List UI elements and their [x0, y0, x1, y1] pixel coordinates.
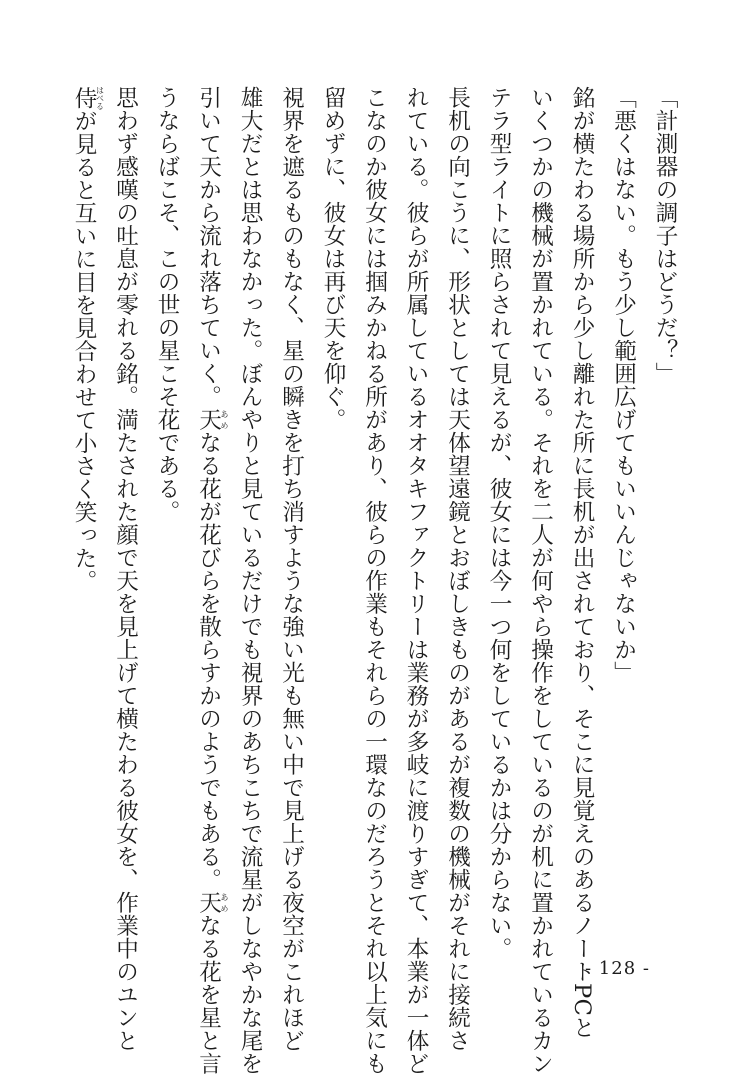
text-line: 長机の向こうに、形状としては天体望遠鏡とおぼしきものがあるが複数の機械がそれに接続さ [444, 86, 471, 1052]
text-line: 「計測器の調子はどうだ？」 [652, 86, 678, 385]
page-number: - 128 - [585, 958, 650, 979]
ruby-base: 侍 [71, 86, 97, 110]
vertical-body-text [63, 86, 686, 1075]
ruby-annotation [195, 408, 229, 431]
ruby-annotation [195, 891, 229, 914]
ruby-base: 天 [195, 408, 222, 431]
ruby-reading: はべる [95, 86, 105, 110]
text-segment: が見ると互いに目を見合わせて小さく笑った。 [71, 109, 97, 593]
text-line-with-ruby [63, 86, 105, 986]
ruby-reading: あめ [220, 891, 229, 914]
ruby-reading: あめ [220, 408, 229, 431]
text-line: こなのか彼女には掴みかねる所があり、彼らの作業もそれらの一環なのだろうとそれ以上気にも [361, 86, 388, 1075]
text-line: 思わず感嘆の吐息が零れる銘。満たされた顔で天を見上げて横たわる彼女を、作業中のユンと [112, 86, 139, 1052]
text-line-with-ruby [187, 86, 229, 1075]
ruby-annotation [71, 86, 105, 110]
text-line: テラ型ライトに照らされて見えるが、彼女には今一つ何をしているかは分からない。 [486, 86, 512, 960]
text-segment: なる花が花びらを散らすかのようでもある。 [195, 431, 222, 891]
text-line: うならばこそ、この世の星こそ花である。 [154, 86, 180, 523]
text-line: 銘が横たわる場所から少し離れた所に長机が出されており、そこに見覚えのあるノートPCと [569, 86, 595, 1040]
text-line: 雄大だとは思わなかった。ぼんやりと見ているだけでも視界のあちこちで流星がしなやかな尾を [237, 86, 263, 1075]
ruby-base: 天 [195, 891, 222, 914]
text-line: 視界を遮るものもなく、星の瞬きを打ち消すような強い光も無い中で見上げる夜空がこれほど [278, 86, 305, 1052]
text-segment: なる花を星と言 [195, 914, 222, 1075]
text-line: いくつかの機械が置かれている。それを二人が何やら操作をしているのが机に置かれているカン [527, 86, 554, 1075]
text-line: 留めずに、彼女は再び天を仰ぐ。 [320, 86, 346, 431]
text-line: れている。彼らが所属しているオオタキファクトリーは業務が多岐に渡りすぎて、本業が一体ど [403, 86, 429, 1075]
text-segment: 引いて天から流れ落ちていく。 [195, 86, 222, 408]
text-line: 「悪くはない。もう少し範囲広げてもいいんじゃないか」 [610, 86, 637, 684]
